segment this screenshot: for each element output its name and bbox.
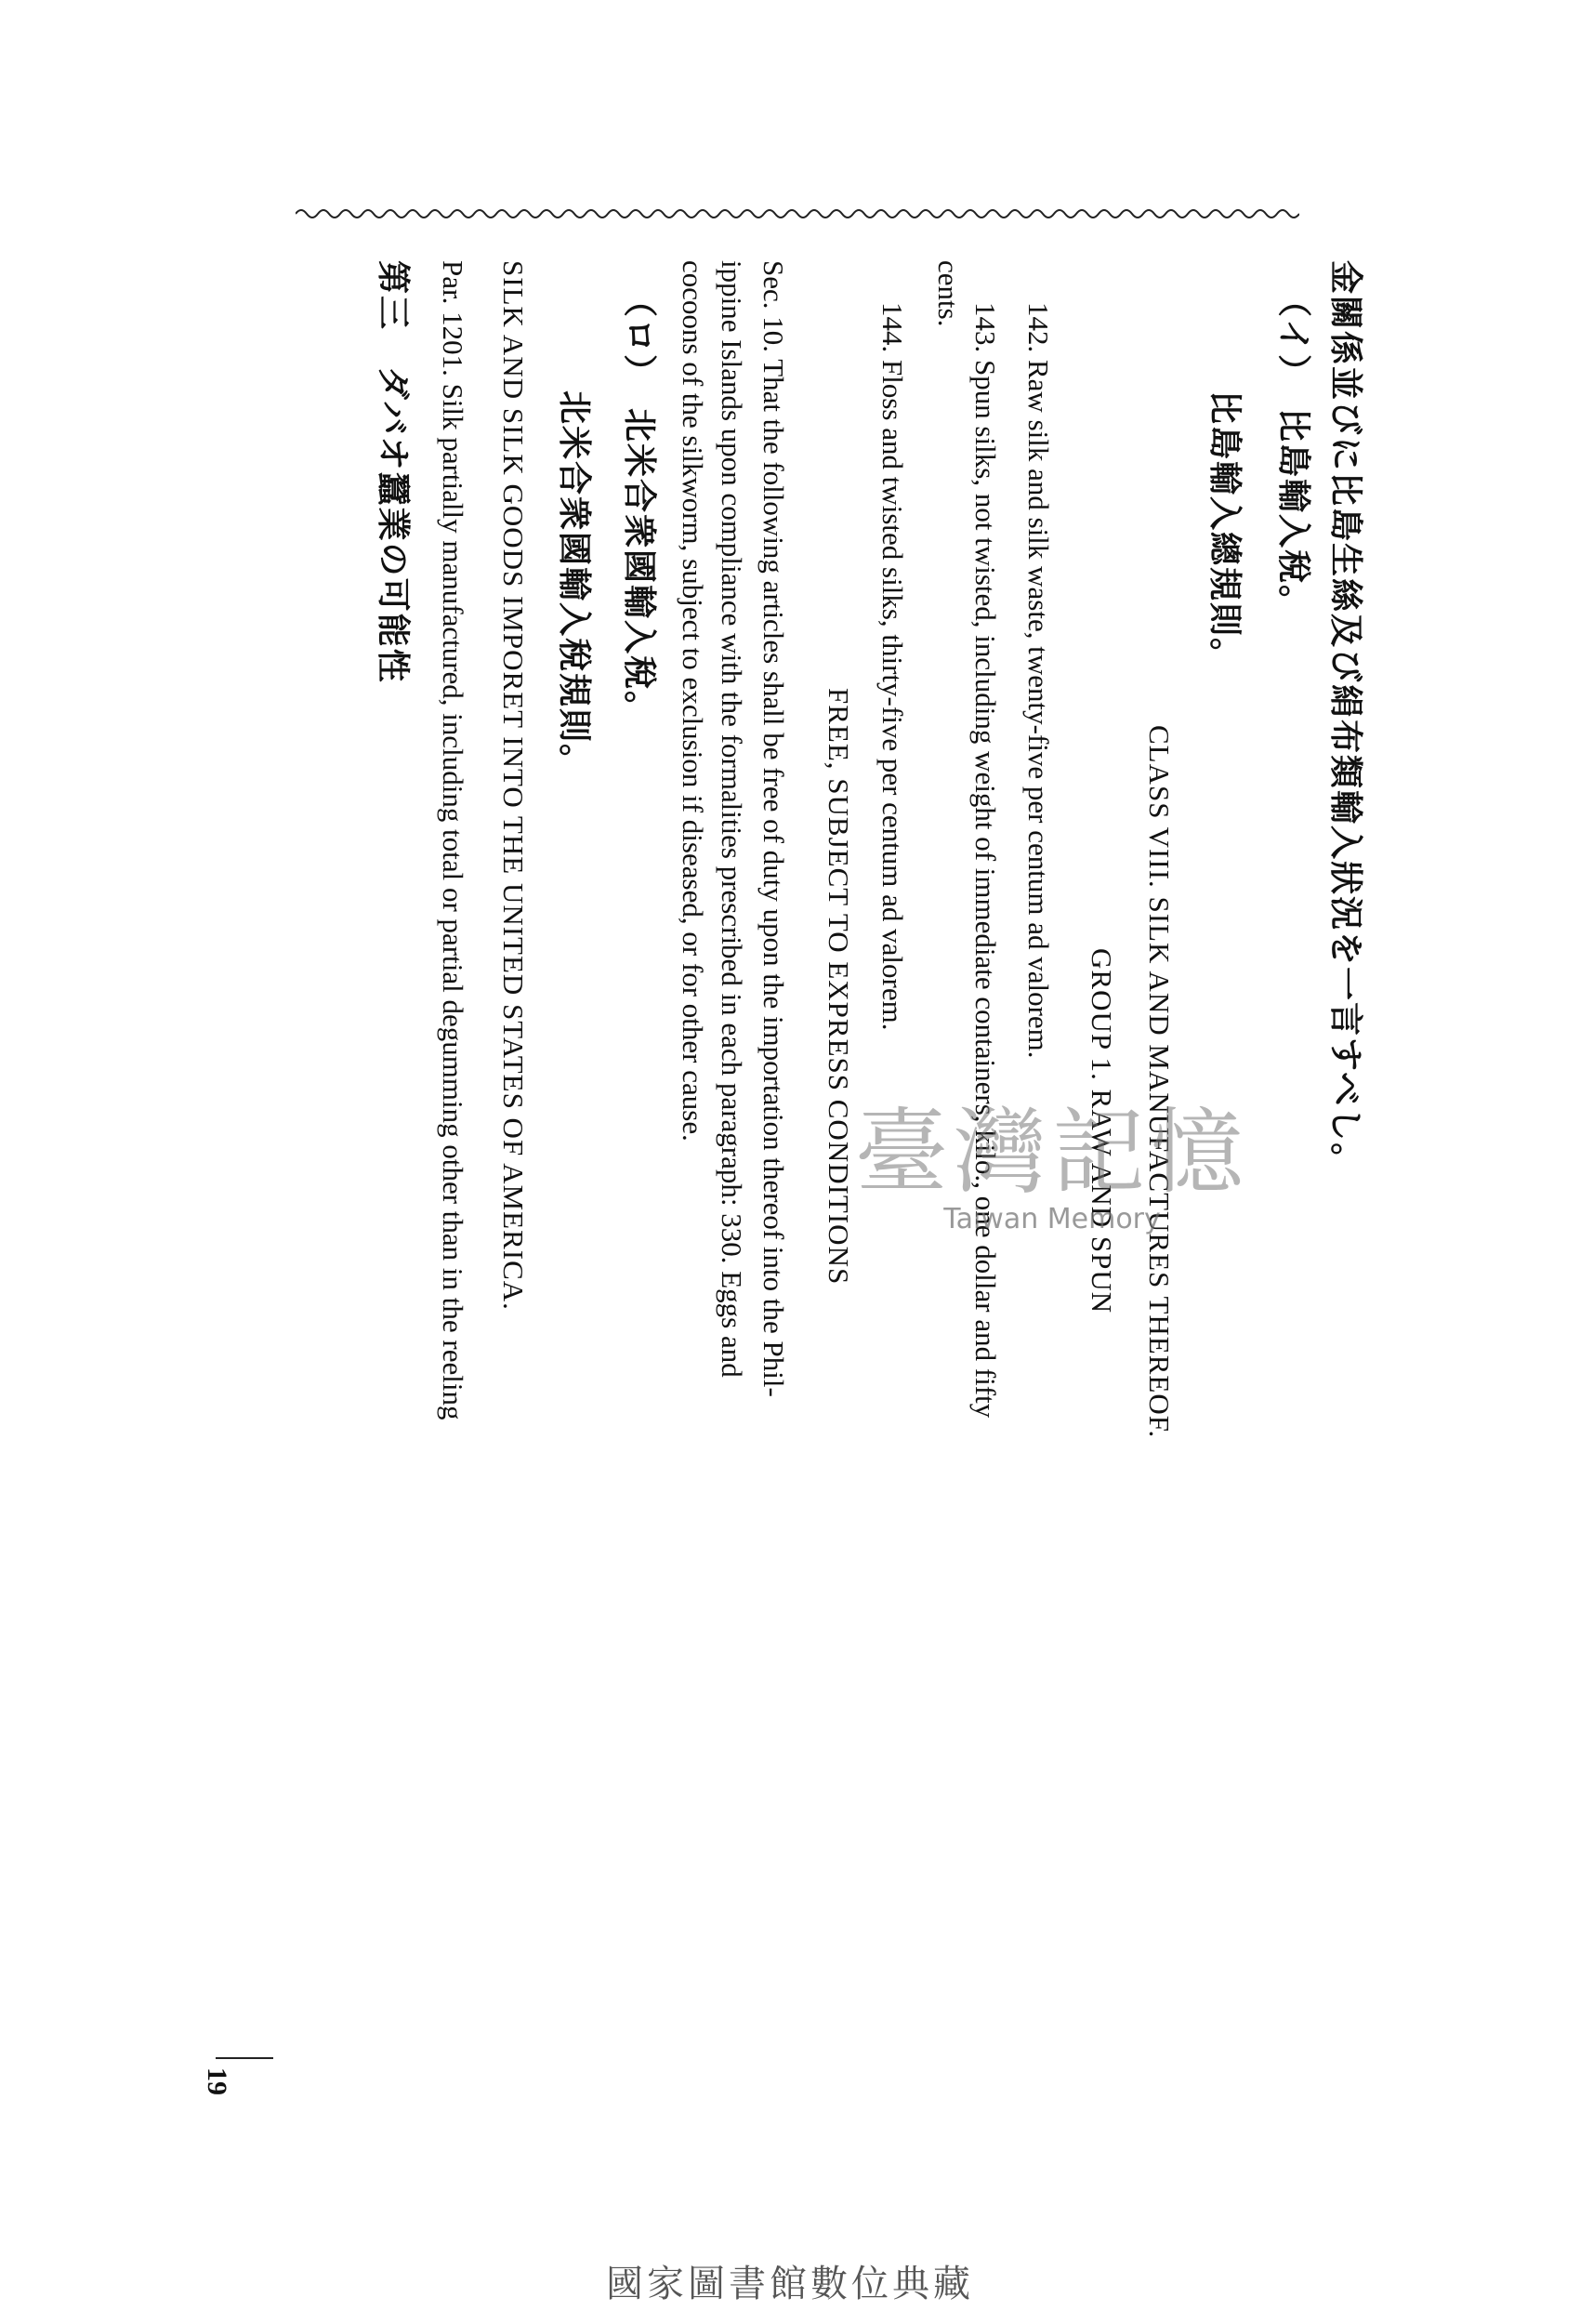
text-line-us-heading: SILK AND SILK GOODS IMPORET INTO THE UNITED STATES OF AMERICA. — [497, 260, 530, 1311]
text-line-item-142: 142. Raw silk and silk waste, twenty-five per centum ad valorem. — [1022, 302, 1055, 1059]
text-line-item-144: 144. Floss and twisted silks, thirty-five per centum ad valorem. — [876, 302, 909, 1031]
text-line-sec10-a: Sec. 10. That the following articles shall be free of duty upon the importation thereof into the Phil- — [757, 260, 790, 1397]
text-line-item-143-cont: cents. — [932, 260, 965, 327]
text-line-section-i: （イ） 比島輸入稅。 — [1274, 284, 1312, 621]
text-line-class-heading: CLASS VIII. SILK AND MANUFACTURES THEREOF. — [1143, 725, 1176, 1439]
text-line-group-heading: GROUP 1. RAW AND SPUN — [1086, 948, 1118, 1314]
text-line-intro: 金關係並びに比島生絲及び絹布類輸入狀況を一言すべし。 — [1326, 260, 1364, 1179]
text-line-sec10-c: cocoons of the silkworm, subject to exclusion if diseased, or for other cause. — [677, 260, 709, 1142]
text-line-item-143: 143. Spun silks, not twisted, including weight of immediate containers, kilo., one dollar and fifty — [969, 302, 1002, 1419]
text-line-ph-rules: 比島輸入總規則。 — [1205, 390, 1244, 674]
page-number: 19 — [202, 2067, 232, 2095]
text-line-section-ro: （ロ） 北米合衆國輸入稅。 — [620, 284, 658, 727]
watermark-subtext: Taiwan Memory — [943, 1203, 1161, 1235]
page-number-rule — [216, 2057, 273, 2059]
wavy-rule — [296, 203, 1299, 225]
footer-archive-label: 國家圖書館數位典藏 — [606, 2263, 974, 2305]
watermark-text: 臺灣記憶 — [855, 1098, 1249, 1207]
text-line-sec10-b: ippine Islands upon compliance with the formalities prescribed in each paragraph: 330. Eggs and — [716, 260, 748, 1378]
text-line-free-heading: FREE, SUBJECT TO EXPRESS CONDITIONS — [823, 688, 855, 1286]
text-line-us-rules: 北米合衆國輸入稅規則。 — [555, 390, 593, 780]
text-line-par-1201: Par. 1201. Silk partially manufactured, including total or partial degumming other than in the reeling — [437, 260, 469, 1420]
running-header: 第三 ダバオ蠶業の可能性 — [374, 260, 412, 684]
watermark-stamp — [810, 1097, 1294, 1339]
